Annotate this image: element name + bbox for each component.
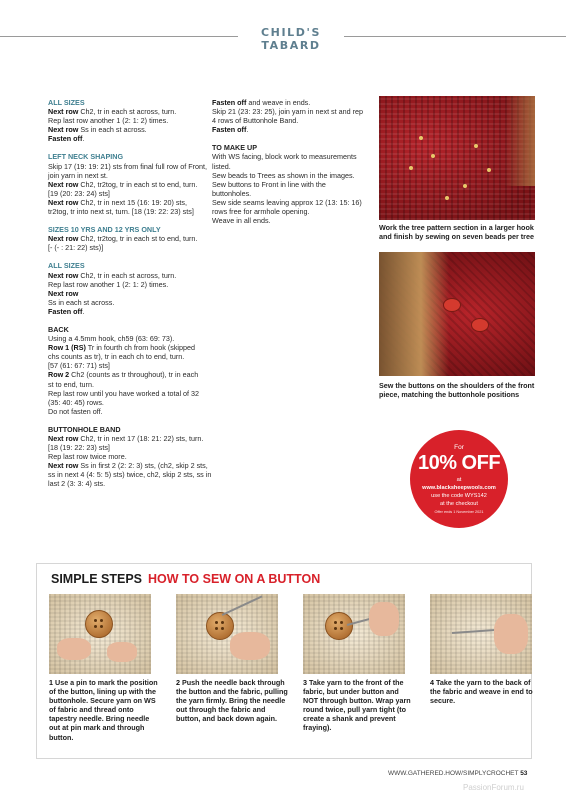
bead xyxy=(409,166,413,170)
instruction-text: Rep last row twice more. xyxy=(48,452,127,462)
simple-steps-box xyxy=(36,563,532,759)
offer-code: use the code WYS142 xyxy=(431,493,487,499)
wooden-button xyxy=(206,612,234,640)
red-button xyxy=(471,318,489,332)
instruction-line xyxy=(48,125,208,134)
instruction-keyword: Fasten off xyxy=(212,98,247,107)
pattern-section xyxy=(48,98,208,143)
needle xyxy=(222,595,263,615)
instruction-line xyxy=(48,479,208,488)
instruction-keyword: Next row xyxy=(48,107,79,117)
section-heading: ALL SIZES xyxy=(48,261,85,271)
bead xyxy=(487,168,491,172)
header-rule-right xyxy=(344,36,566,37)
instruction-line xyxy=(48,180,208,189)
instruction-text: . xyxy=(246,125,249,135)
instruction-line xyxy=(212,125,374,134)
watermark: PassionForum.ru xyxy=(463,783,524,792)
section-heading: SIZES 10 YRS AND 12 YRS ONLY xyxy=(48,225,161,235)
instruction-line xyxy=(212,171,374,180)
pattern-section xyxy=(48,225,208,252)
instruction-line xyxy=(212,116,374,125)
instruction-keyword: Next row xyxy=(48,179,79,189)
bead xyxy=(474,144,478,148)
instruction-text: Rep last row another 1 (2: 1: 2) times. xyxy=(48,279,169,289)
instruction-text: chs counts as tr), tr in each ch to end, turn. xyxy=(48,352,185,362)
instruction-text: tr2tog, tr into next st, turn. [18 (19: 22: 23) sts] xyxy=(48,207,194,217)
finger xyxy=(494,614,528,654)
instruction-text: Ch2, tr in next 17 (18: 21: 22) sts, turn. xyxy=(78,434,204,443)
instruction-line xyxy=(212,189,374,198)
instruction-line xyxy=(48,189,208,198)
instruction-line xyxy=(48,116,208,125)
finger xyxy=(230,632,270,660)
wooden-button xyxy=(85,610,113,638)
instruction-text: ss in next 4 (4: 5: 5) sts) twice, ch2, skip 2 sts, ss in xyxy=(48,470,212,480)
instruction-line xyxy=(48,398,208,407)
page-header-title: CHILD'S TABARD xyxy=(260,26,321,52)
pattern-column-left xyxy=(48,98,212,498)
instruction-line xyxy=(48,370,208,379)
pattern-section xyxy=(212,143,374,225)
instruction-line xyxy=(48,452,208,461)
instruction-line xyxy=(48,461,208,470)
instruction-text: rows free for armhole opening. xyxy=(212,207,310,217)
instruction-line xyxy=(48,443,208,452)
instruction-line xyxy=(48,352,208,361)
instruction-text: Skip 17 (19: 19: 21) sts from final full row of Front, xyxy=(48,161,207,171)
instruction-line xyxy=(48,107,208,116)
instruction-text: last 2 (3: 3: 4) sts. xyxy=(48,479,106,489)
instruction-line xyxy=(212,216,374,225)
step-1-text: 1 Use a pin to mark the position of the button, lining up with the buttonhole. Secure yarn on WS of fabric and thread onto tapestry needle. Bring needle out at pin mark and through button. xyxy=(49,678,158,742)
instruction-text: Tr in fourth ch from hook (skipped xyxy=(85,343,195,353)
finger xyxy=(107,642,137,662)
bead xyxy=(445,196,449,200)
step-2-text: 2 Push the needle back through the button and the fabric, pulling the yarn firmly. Bring the needle out through the fabric and button, and back down again. xyxy=(176,678,288,724)
instruction-keyword: Fasten off xyxy=(212,125,247,135)
instruction-keyword: Row 1 (RS) xyxy=(48,343,86,353)
instruction-text: Ch2 (counts as tr throughout), tr in each xyxy=(69,370,199,380)
instruction-text: (35: 40: 45) rows. xyxy=(48,397,104,407)
instruction-line xyxy=(48,434,208,443)
step-4-text: 4 Take the yarn to the back of the fabric and weave in end to secure. xyxy=(430,678,533,706)
offer-url: www.blacksheepwools.com xyxy=(422,485,496,491)
instruction-line xyxy=(48,389,208,398)
photo-caption-tree: Work the tree pattern section in a larger hook and finish by sewing on seven beads per tree xyxy=(379,223,534,242)
instruction-text: buttonholes. xyxy=(212,188,252,198)
instruction-text: . xyxy=(82,306,85,316)
instruction-text: join yarn in next st. xyxy=(48,170,108,180)
instruction-text: Ss in first 2 (2: 2: 3) sts, (ch2, skip 2 sts, xyxy=(78,461,208,471)
pattern-section xyxy=(48,261,208,316)
instruction-text: Rep last row another 1 (2: 1: 2) times. xyxy=(48,116,169,126)
instruction-text: Ch2, tr in each st across, turn. xyxy=(78,270,177,280)
instruction-line xyxy=(48,198,208,207)
instruction-line xyxy=(48,334,208,343)
pattern-section xyxy=(48,325,208,416)
instruction-text: Ss in each st across. xyxy=(48,297,115,307)
pattern-section xyxy=(48,424,212,489)
pattern-section xyxy=(48,152,208,216)
instruction-keyword: Next row xyxy=(48,197,79,207)
instruction-line xyxy=(48,343,208,352)
page-number: 53 xyxy=(520,770,528,777)
instruction-keyword: Next row xyxy=(48,270,79,280)
instruction-line xyxy=(48,289,208,298)
footer-url-text[interactable]: WWW.GATHERED.HOW/SIMPLYCROCHET xyxy=(388,770,519,777)
bead xyxy=(419,136,423,140)
instruction-text: listed. xyxy=(212,161,231,171)
instruction-text: [18 (19: 22: 23) sts] xyxy=(48,443,110,453)
instruction-text: [57 (61: 67: 71) sts] xyxy=(48,361,110,371)
step-photo-4 xyxy=(430,594,532,674)
offer-discount: 10% OFF xyxy=(417,452,501,474)
instruction-text: [19 (20: 23: 24) sts] xyxy=(48,188,110,198)
instruction-line xyxy=(48,298,208,307)
section-heading: BACK xyxy=(48,324,69,334)
instruction-text: Using a 4.5mm hook, ch59 (63: 69: 73). xyxy=(48,334,175,344)
red-button xyxy=(443,298,461,312)
instruction-line xyxy=(48,280,208,289)
instruction-line xyxy=(212,152,374,161)
instruction-text: [- (- : 21: 22) sts)] xyxy=(48,243,104,253)
instruction-text: Rep last row until you have worked a total of 32 xyxy=(48,388,200,398)
instruction-line xyxy=(212,107,374,116)
step-3-text: 3 Take yarn to the front of the fabric, but under button and NOT through button. Wrap yarn round twice, pull yarn tight (to create a shank and prevent fraying). xyxy=(303,678,411,733)
footer-url[interactable] xyxy=(388,770,527,777)
instruction-keyword: Next row xyxy=(48,461,79,471)
instruction-line xyxy=(212,180,374,189)
instruction-line xyxy=(48,234,208,243)
section-heading: BUTTONHOLE BAND xyxy=(48,424,121,434)
step-photo-3 xyxy=(303,594,405,674)
instruction-keyword: Next row xyxy=(48,125,79,135)
instruction-text: Sew buttons to Front in line with the xyxy=(212,179,326,189)
section-heading: ALL SIZES xyxy=(48,98,85,107)
instruction-line xyxy=(48,207,208,216)
instruction-keyword: Fasten off xyxy=(48,306,83,316)
offer-at: at xyxy=(456,477,462,483)
instruction-keyword: Next row xyxy=(48,434,79,443)
bead xyxy=(463,184,467,188)
instruction-text: Ss in each st across. xyxy=(78,125,147,135)
instruction-text: Sew beads to Trees as shown in the images. xyxy=(212,170,355,180)
instruction-text: Do not fasten off. xyxy=(48,406,103,416)
instruction-text: Ch2, tr in each st across, turn. xyxy=(78,107,177,117)
instruction-text: Ch2, tr2tog, tr in each st to end, turn. xyxy=(78,234,198,244)
instruction-text: Sew side seams leaving approx 12 (13: 15: 16) xyxy=(212,197,362,207)
finger xyxy=(369,602,399,636)
steps-title-part1: SIMPLE STEPS xyxy=(51,572,142,586)
step-photo-2 xyxy=(176,594,278,674)
instruction-line xyxy=(212,98,374,107)
offer-for: For xyxy=(454,444,464,451)
instruction-keyword: Fasten off xyxy=(48,134,83,144)
instruction-text: st to end, turn. xyxy=(48,379,94,389)
wooden-button xyxy=(325,612,353,640)
instruction-keyword: Next row xyxy=(48,288,79,298)
instruction-line xyxy=(48,271,208,280)
tree-pattern-photo xyxy=(379,96,535,220)
instruction-text: and weave in ends. xyxy=(246,98,311,107)
step-photo-1 xyxy=(49,594,151,674)
shoulder-buttons-photo xyxy=(379,252,535,376)
instruction-line xyxy=(48,162,208,171)
hair-strand xyxy=(379,252,449,376)
offer-checkout: at the checkout xyxy=(440,501,478,507)
bead xyxy=(431,154,435,158)
discount-offer-badge xyxy=(410,430,508,528)
hair-strand xyxy=(505,96,535,186)
section-heading: LEFT NECK SHAPING xyxy=(48,152,124,162)
instruction-text: With WS facing, block work to measurements xyxy=(212,152,357,162)
instruction-line xyxy=(212,207,374,216)
instruction-line xyxy=(48,243,208,252)
instruction-text: Weave in all ends. xyxy=(212,216,271,226)
instruction-line xyxy=(48,380,208,389)
instruction-line xyxy=(48,470,212,480)
instruction-keyword: Row 2 xyxy=(48,370,70,380)
pattern-column-middle xyxy=(212,98,374,234)
instruction-line xyxy=(212,198,374,207)
offer-ends: Offer ends 1 November 2021 xyxy=(434,510,484,514)
steps-title-part2: HOW TO SEW ON A BUTTON xyxy=(148,572,321,586)
instruction-keyword: Next row xyxy=(48,234,79,244)
photo-caption-buttons: Sew the buttons on the shoulders of the front piece, matching the buttonhole positions xyxy=(379,381,535,400)
instruction-line xyxy=(48,307,208,316)
instruction-text: . xyxy=(82,134,85,144)
steps-title xyxy=(51,572,320,586)
pattern-section xyxy=(212,98,374,134)
instruction-line xyxy=(48,134,208,143)
section-heading: TO MAKE UP xyxy=(212,143,257,153)
instruction-text: Ch2, tr in next 15 (16: 19: 20) sts, xyxy=(78,197,188,207)
instruction-text: Ch2, tr2tog, tr in each st to end, turn. xyxy=(78,179,198,189)
instruction-line xyxy=(48,407,208,416)
finger xyxy=(57,638,91,660)
header-rule-left xyxy=(0,36,238,37)
instruction-line xyxy=(48,361,208,370)
instruction-line xyxy=(48,171,208,180)
instruction-text: 4 rows of Buttonhole Band. xyxy=(212,116,299,126)
instruction-line xyxy=(212,162,374,171)
instruction-text: Skip 21 (23: 23: 25), join yarn in next st and rep xyxy=(212,107,364,117)
